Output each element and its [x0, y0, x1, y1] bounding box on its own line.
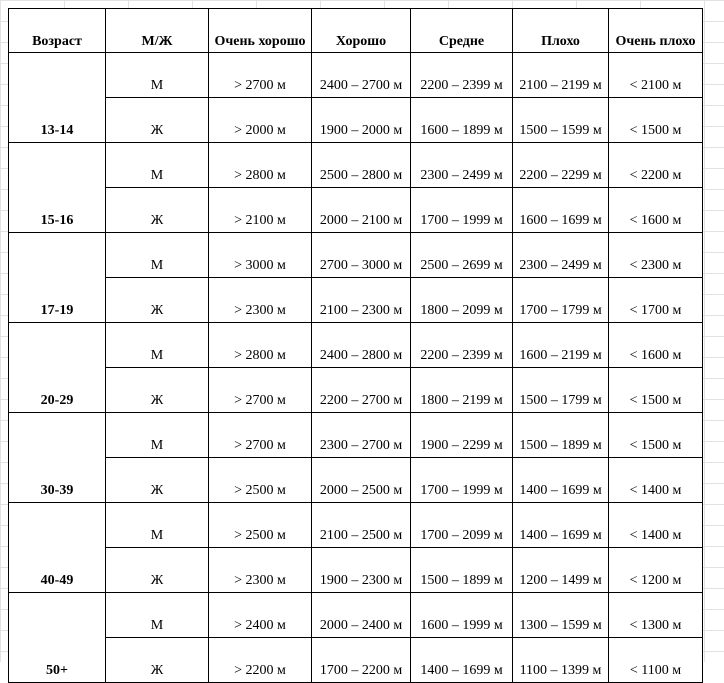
age-group-cell: 13-14 — [9, 53, 106, 143]
very-bad-cell: < 1400 м — [609, 458, 703, 503]
table-body — [9, 53, 703, 683]
age-group-cell: 30-39 — [9, 413, 106, 503]
sex-cell: М — [106, 53, 209, 98]
sex-cell: М — [106, 233, 209, 278]
bad-cell: 1500 – 1799 м — [513, 368, 609, 413]
good-cell: 2400 – 2700 м — [312, 53, 411, 98]
bad-cell: 1400 – 1699 м — [513, 458, 609, 503]
age-group-cell: 17-19 — [9, 233, 106, 323]
bad-cell: 1300 – 1599 м — [513, 593, 609, 638]
bad-cell: 1200 – 1499 м — [513, 548, 609, 593]
bad-cell: 2100 – 2199 м — [513, 53, 609, 98]
table-row — [9, 503, 703, 548]
average-cell: 1900 – 2299 м — [411, 413, 513, 458]
good-cell: 2200 – 2700 м — [312, 368, 411, 413]
sex-cell: М — [106, 143, 209, 188]
average-cell: 1700 – 1999 м — [411, 188, 513, 233]
average-cell: 1800 – 2099 м — [411, 278, 513, 323]
average-cell: 1700 – 1999 м — [411, 458, 513, 503]
header-average: Средне — [411, 9, 513, 53]
header-row — [9, 9, 703, 53]
table-row — [9, 323, 703, 368]
very-good-cell: > 2500 м — [209, 458, 312, 503]
average-cell: 1400 – 1699 м — [411, 638, 513, 683]
sex-cell: М — [106, 413, 209, 458]
very-bad-cell: < 2200 м — [609, 143, 703, 188]
very-bad-cell: < 1600 м — [609, 323, 703, 368]
average-cell: 2300 – 2499 м — [411, 143, 513, 188]
average-cell: 1600 – 1999 м — [411, 593, 513, 638]
bad-cell: 2300 – 2499 м — [513, 233, 609, 278]
header-very-bad: Очень плохо — [609, 9, 703, 53]
good-cell: 1700 – 2200 м — [312, 638, 411, 683]
good-cell: 2300 – 2700 м — [312, 413, 411, 458]
table-row — [9, 188, 703, 233]
average-cell: 1700 – 2099 м — [411, 503, 513, 548]
cooper-test-norms-table — [8, 8, 703, 683]
good-cell: 2000 – 2100 м — [312, 188, 411, 233]
sex-cell: Ж — [106, 98, 209, 143]
average-cell: 2200 – 2399 м — [411, 53, 513, 98]
very-good-cell: > 2400 м — [209, 593, 312, 638]
age-group-cell: 15-16 — [9, 143, 106, 233]
very-bad-cell: < 2300 м — [609, 233, 703, 278]
bad-cell: 2200 – 2299 м — [513, 143, 609, 188]
very-bad-cell: < 1200 м — [609, 548, 703, 593]
age-group-cell: 40-49 — [9, 503, 106, 593]
table-row — [9, 413, 703, 458]
average-cell: 1600 – 1899 м — [411, 98, 513, 143]
bad-cell: 1100 – 1399 м — [513, 638, 609, 683]
sex-cell: М — [106, 593, 209, 638]
very-good-cell: > 3000 м — [209, 233, 312, 278]
table-row — [9, 53, 703, 98]
very-good-cell: > 2100 м — [209, 188, 312, 233]
table-row — [9, 593, 703, 638]
good-cell: 2700 – 3000 м — [312, 233, 411, 278]
good-cell: 1900 – 2300 м — [312, 548, 411, 593]
very-bad-cell: < 1500 м — [609, 413, 703, 458]
table-row — [9, 368, 703, 413]
sex-cell: М — [106, 323, 209, 368]
very-good-cell: > 2500 м — [209, 503, 312, 548]
sex-cell: Ж — [106, 188, 209, 233]
bad-cell: 1600 – 2199 м — [513, 323, 609, 368]
average-cell: 1500 – 1899 м — [411, 548, 513, 593]
bad-cell: 1600 – 1699 м — [513, 188, 609, 233]
very-good-cell: > 2200 м — [209, 638, 312, 683]
sex-cell: М — [106, 503, 209, 548]
very-bad-cell: < 1500 м — [609, 368, 703, 413]
good-cell: 2000 – 2400 м — [312, 593, 411, 638]
good-cell: 1900 – 2000 м — [312, 98, 411, 143]
very-good-cell: > 2800 м — [209, 323, 312, 368]
very-bad-cell: < 1600 м — [609, 188, 703, 233]
very-bad-cell: < 2100 м — [609, 53, 703, 98]
table-row — [9, 233, 703, 278]
sex-cell: Ж — [106, 278, 209, 323]
sex-cell: Ж — [106, 458, 209, 503]
bad-cell: 1700 – 1799 м — [513, 278, 609, 323]
very-bad-cell: < 1500 м — [609, 98, 703, 143]
table-row — [9, 638, 703, 683]
very-bad-cell: < 1100 м — [609, 638, 703, 683]
very-bad-cell: < 1300 м — [609, 593, 703, 638]
good-cell: 2000 – 2500 м — [312, 458, 411, 503]
very-good-cell: > 2700 м — [209, 368, 312, 413]
very-good-cell: > 2300 м — [209, 278, 312, 323]
very-bad-cell: < 1700 м — [609, 278, 703, 323]
table-row — [9, 143, 703, 188]
header-age: Возраст — [9, 9, 106, 53]
sex-cell: Ж — [106, 548, 209, 593]
sex-cell: Ж — [106, 368, 209, 413]
very-good-cell: > 2800 м — [209, 143, 312, 188]
header-very-good: Очень хорошо — [209, 9, 312, 53]
good-cell: 2100 – 2300 м — [312, 278, 411, 323]
average-cell: 2200 – 2399 м — [411, 323, 513, 368]
table-row — [9, 458, 703, 503]
very-bad-cell: < 1400 м — [609, 503, 703, 548]
very-good-cell: > 2700 м — [209, 413, 312, 458]
header-sex: М/Ж — [106, 9, 209, 53]
very-good-cell: > 2700 м — [209, 53, 312, 98]
bad-cell: 1400 – 1699 м — [513, 503, 609, 548]
age-group-cell: 20-29 — [9, 323, 106, 413]
sex-cell: Ж — [106, 638, 209, 683]
good-cell: 2400 – 2800 м — [312, 323, 411, 368]
very-good-cell: > 2300 м — [209, 548, 312, 593]
average-cell: 1800 – 2199 м — [411, 368, 513, 413]
table-row — [9, 98, 703, 143]
average-cell: 2500 – 2699 м — [411, 233, 513, 278]
bad-cell: 1500 – 1599 м — [513, 98, 609, 143]
header-good: Хорошо — [312, 9, 411, 53]
table-row — [9, 278, 703, 323]
bad-cell: 1500 – 1899 м — [513, 413, 609, 458]
header-bad: Плохо — [513, 9, 609, 53]
very-good-cell: > 2000 м — [209, 98, 312, 143]
age-group-cell: 50+ — [9, 593, 106, 683]
table-row — [9, 548, 703, 593]
good-cell: 2100 – 2500 м — [312, 503, 411, 548]
good-cell: 2500 – 2800 м — [312, 143, 411, 188]
